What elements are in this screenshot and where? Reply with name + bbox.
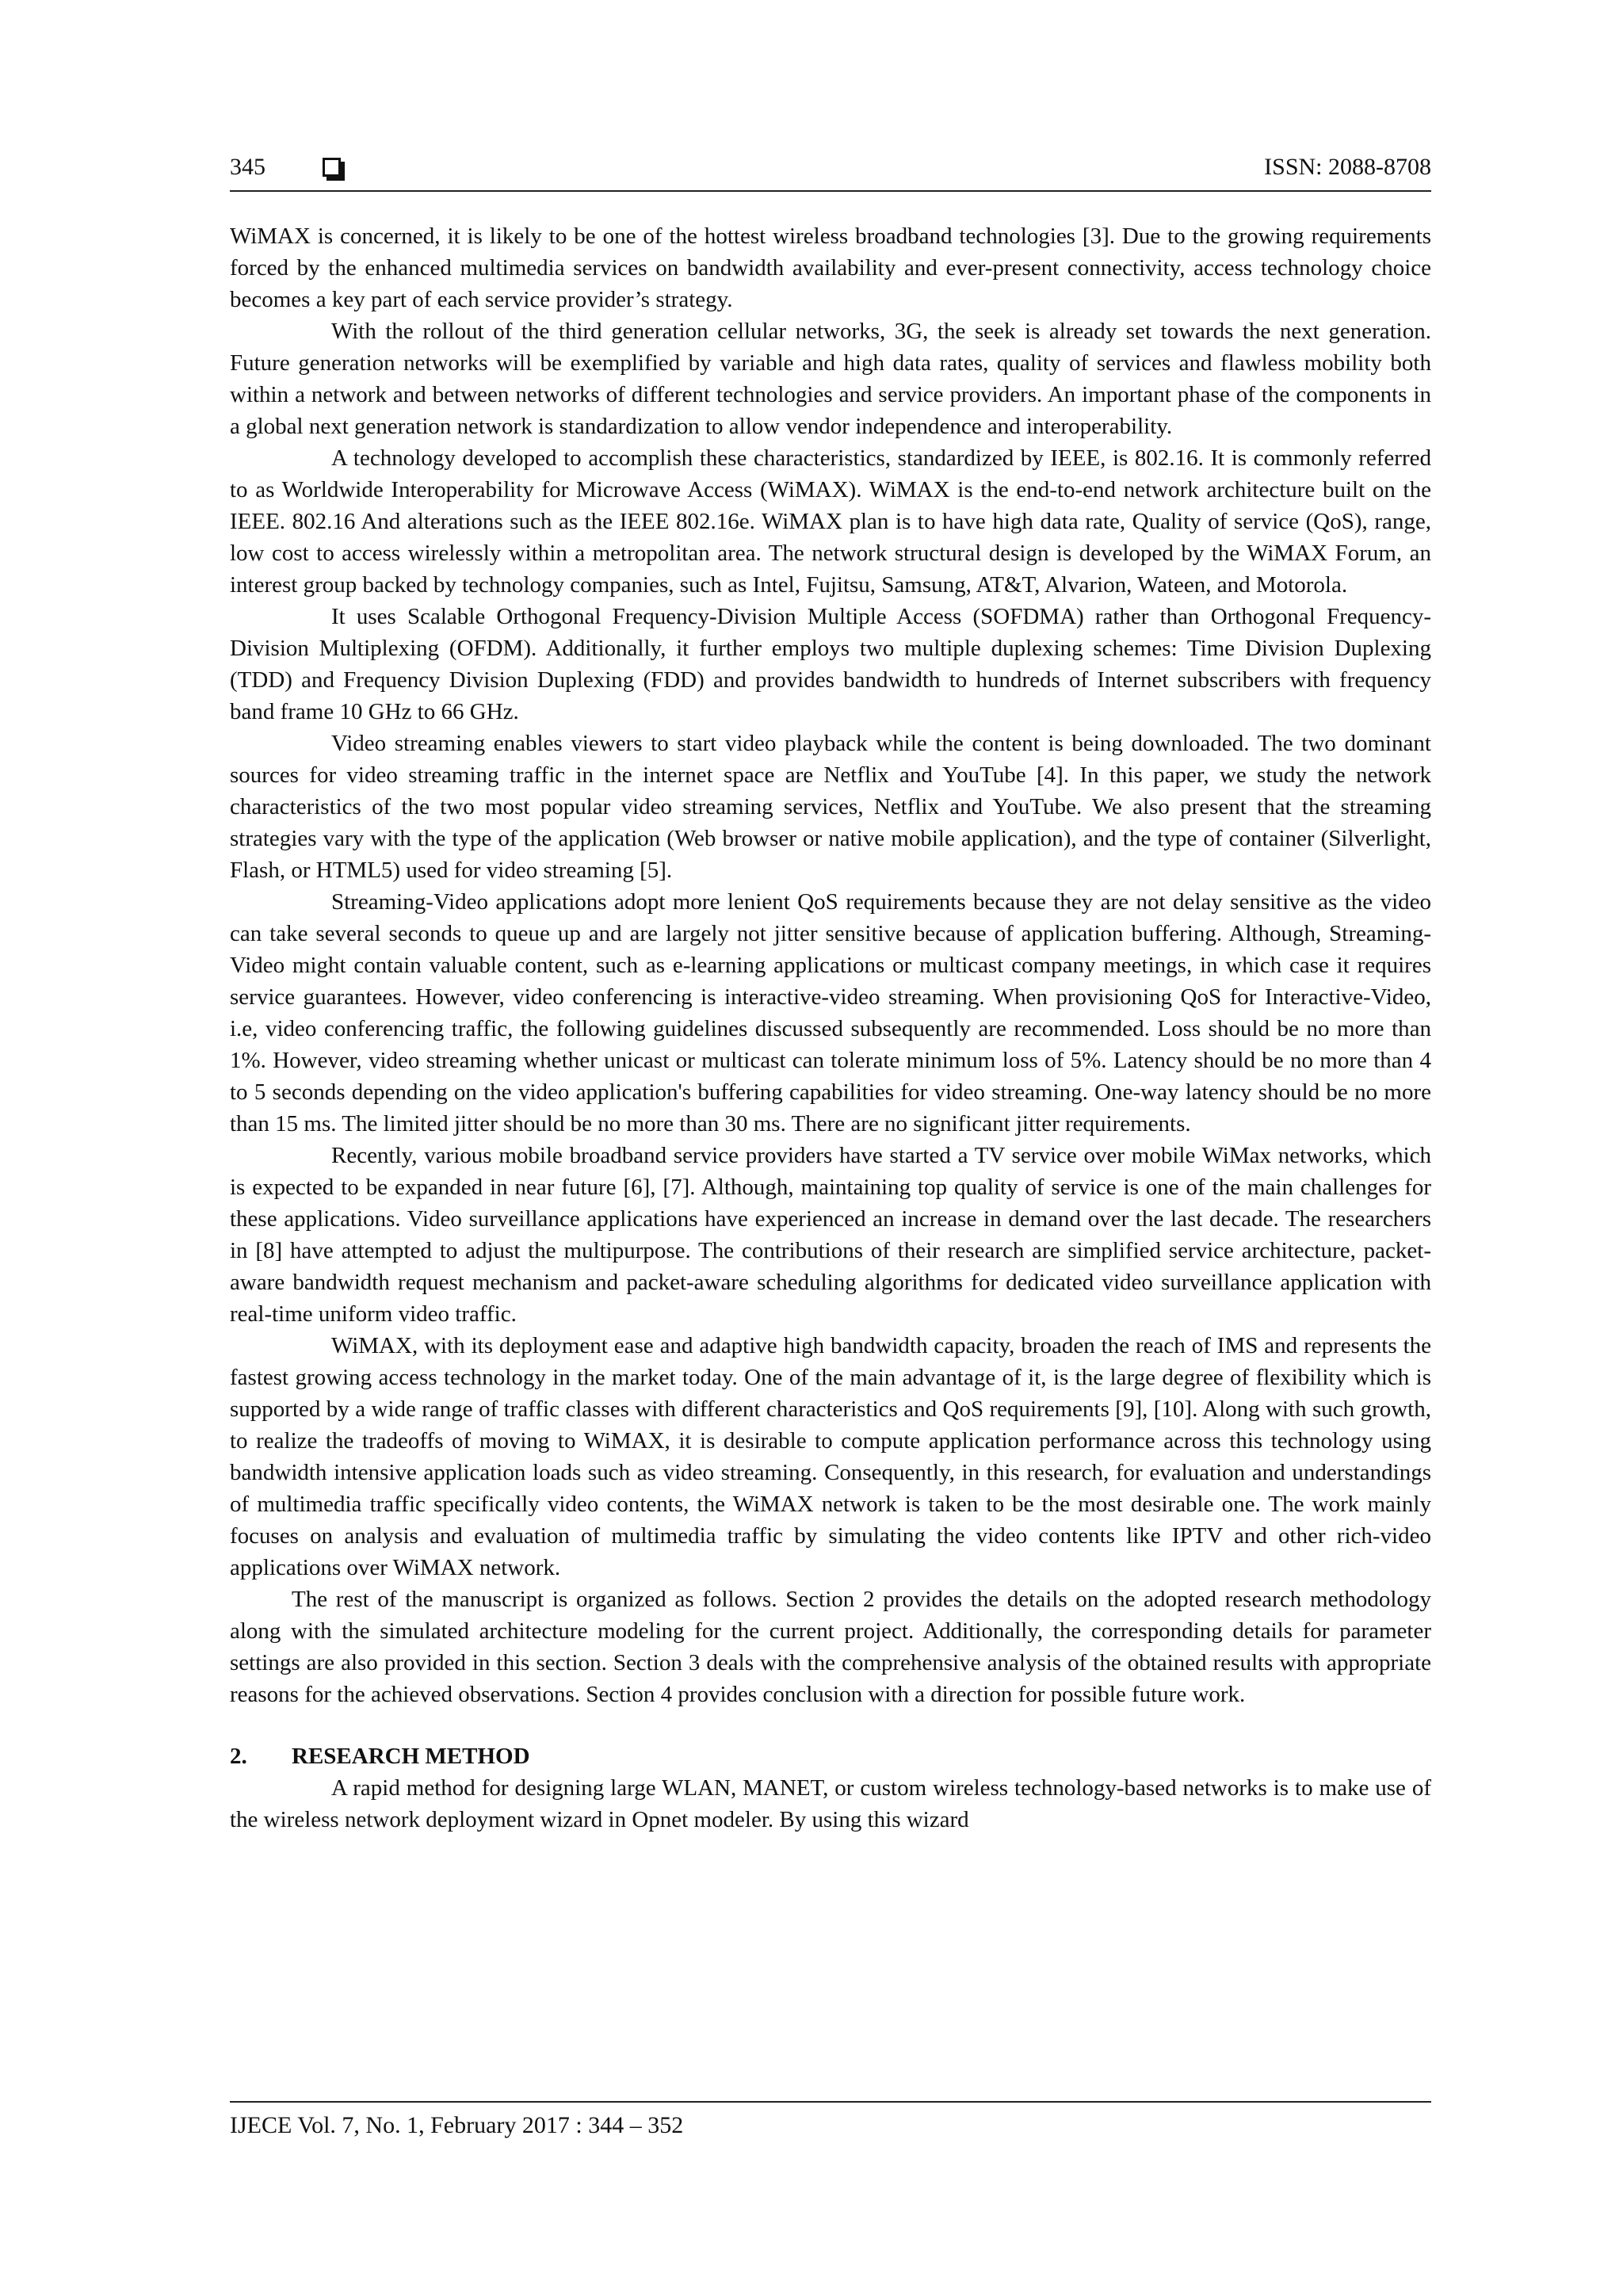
- paragraph: Streaming-Video applications adopt more lenient QoS requirements because they are not delay sensitive as the video can take several seconds to queue up and are largely not jitter sensitive because of application buffering. Although, Streaming-Video might contain valuable content, such as e-learning applications or multicast company meetings, in which case it requires service guarantees. However, video conferencing is interactive-video streaming. When provisioning QoS for Interactive-Video, i.e, video conferencing traffic, the following guidelines discussed subsequently are recommended. Loss should be no more than 1%. However, video streaming whether unicast or multicast can tolerate minimum loss of 5%. Latency should be no more than 4 to 5 seconds depending on the video application's buffering capabilities for video streaming. One-way latency should be no more than 15 ms. The limited jitter should be no more than 30 ms. There are no significant jitter requirements.: [230, 889, 1431, 1137]
- section-heading: [230, 1740, 1431, 1772]
- page-footer: [230, 2101, 1431, 2139]
- paragraph: With the rollout of the third generation cellular networks, 3G, the seek is already set towards the next generation. Future generation networks will be exemplified by variable and high data rates, quality of services and flawless mobility both within a network and between networks of different technologies and service providers. An important phase of the components in a global next generation network is standardization to allow vendor independence and interoperability.: [230, 319, 1431, 439]
- section-paragraph: A rapid method for designing large WLAN, MANET, or custom wireless technology-based networks is to make use of the wireless network deployment wizard in Opnet modeler. By using this wizard: [230, 1775, 1431, 1832]
- checkbox-bullet-icon: [323, 158, 341, 177]
- body-text: [230, 220, 1431, 1836]
- page-number: 345: [230, 154, 265, 180]
- paragraph: WiMAX, with its deployment ease and adaptive high bandwidth capacity, broaden the reach of IMS and represents the fastest growing access technology in the market today. One of the main advantage of it, is the large degree of flexibility which is supported by a wide range of traffic classes with different characteristics and QoS requirements [9], [10]. Along with such growth, to realize the tradeoffs of moving to WiMAX, it is desirable to compute application performance across this technology using bandwidth intensive application loads such as video streaming. Consequently, in this research, for evaluation and understandings of multimedia traffic specifically video contents, the WiMAX network is taken to be the most desirable one. The work mainly focuses on analysis and evaluation of multimedia traffic by simulating the video contents like IPTV and other rich-video applications over WiMAX network.: [230, 1333, 1431, 1580]
- paragraph: Recently, various mobile broadband service providers have started a TV service over mobile WiMax networks, which is expected to be expanded in near future [6], [7]. Although, maintaining top quality of service is one of the main challenges for these applications. Video surveillance applications have experienced an increase in demand over the last decade. The researchers in [8] have attempted to adjust the multipurpose. The contributions of their research are simplified service architecture, packet-aware bandwidth request mechanism and packet-aware scheduling algorithms for dedicated video surveillance application with real-time uniform video traffic.: [230, 1143, 1431, 1327]
- section-number: 2.: [230, 1744, 247, 1769]
- issn-label: ISSN: 2088-8708: [1264, 154, 1431, 180]
- page-header: [230, 152, 1431, 192]
- paragraph-continued: WiMAX is concerned, it is likely to be one of the hottest wireless broadband technologies [3]. Due to the growing requirements forced by the enhanced multimedia services on bandwidth availability and ever-present connectivity, access technology choice becomes a key part of each service provider’s strategy.: [230, 223, 1431, 312]
- paragraph: It uses Scalable Orthogonal Frequency-Division Multiple Access (SOFDMA) rather than Orthogonal Frequency-Division Multiplexing (OFDM). Additionally, it further employs two multiple duplexing schemes: Time Division Duplexing (TDD) and Frequency Division Duplexing (FDD) and provides bandwidth to hundreds of Internet subscribers with frequency band frame 10 GHz to 66 GHz.: [230, 604, 1431, 724]
- paragraph: Video streaming enables viewers to start video playback while the content is being downloaded. The two dominant sources for video streaming traffic in the internet space are Netflix and YouTube [4]. In this paper, we study the network characteristics of the two most popular video streaming services, Netflix and YouTube. We also present that the streaming strategies vary with the type of the application (Web browser or native mobile application), and the type of container (Silverlight, Flash, or HTML5) used for video streaming [5].: [230, 731, 1431, 883]
- journal-reference: IJECE Vol. 7, No. 1, February 2017 : 344 – 352: [230, 2112, 684, 2138]
- section-title: RESEARCH METHOD: [292, 1744, 530, 1769]
- paragraph: The rest of the manuscript is organized as follows. Section 2 provides the details on the adopted research methodology along with the simulated architecture modeling for the current project. Additionally, the corresponding details for parameter settings are also provided in this section. Section 3 deals with the comprehensive analysis of the obtained results with appropriate reasons for the achieved observations. Section 4 provides conclusion with a direction for possible future work.: [230, 1587, 1431, 1707]
- paragraph: A technology developed to accomplish these characteristics, standardized by IEEE, is 802.16. It is commonly referred to as Worldwide Interoperability for Microwave Access (WiMAX). WiMAX is the end-to-end network architecture built on the IEEE. 802.16 And alterations such as the IEEE 802.16e. WiMAX plan is to have high data rate, Quality of service (QoS), range, low cost to access wirelessly within a metropolitan area. The network structural design is developed by the WiMAX Forum, an interest group backed by technology companies, such as Intel, Fujitsu, Samsung, AT&T, Alvarion, Wateen, and Motorola.: [230, 445, 1431, 598]
